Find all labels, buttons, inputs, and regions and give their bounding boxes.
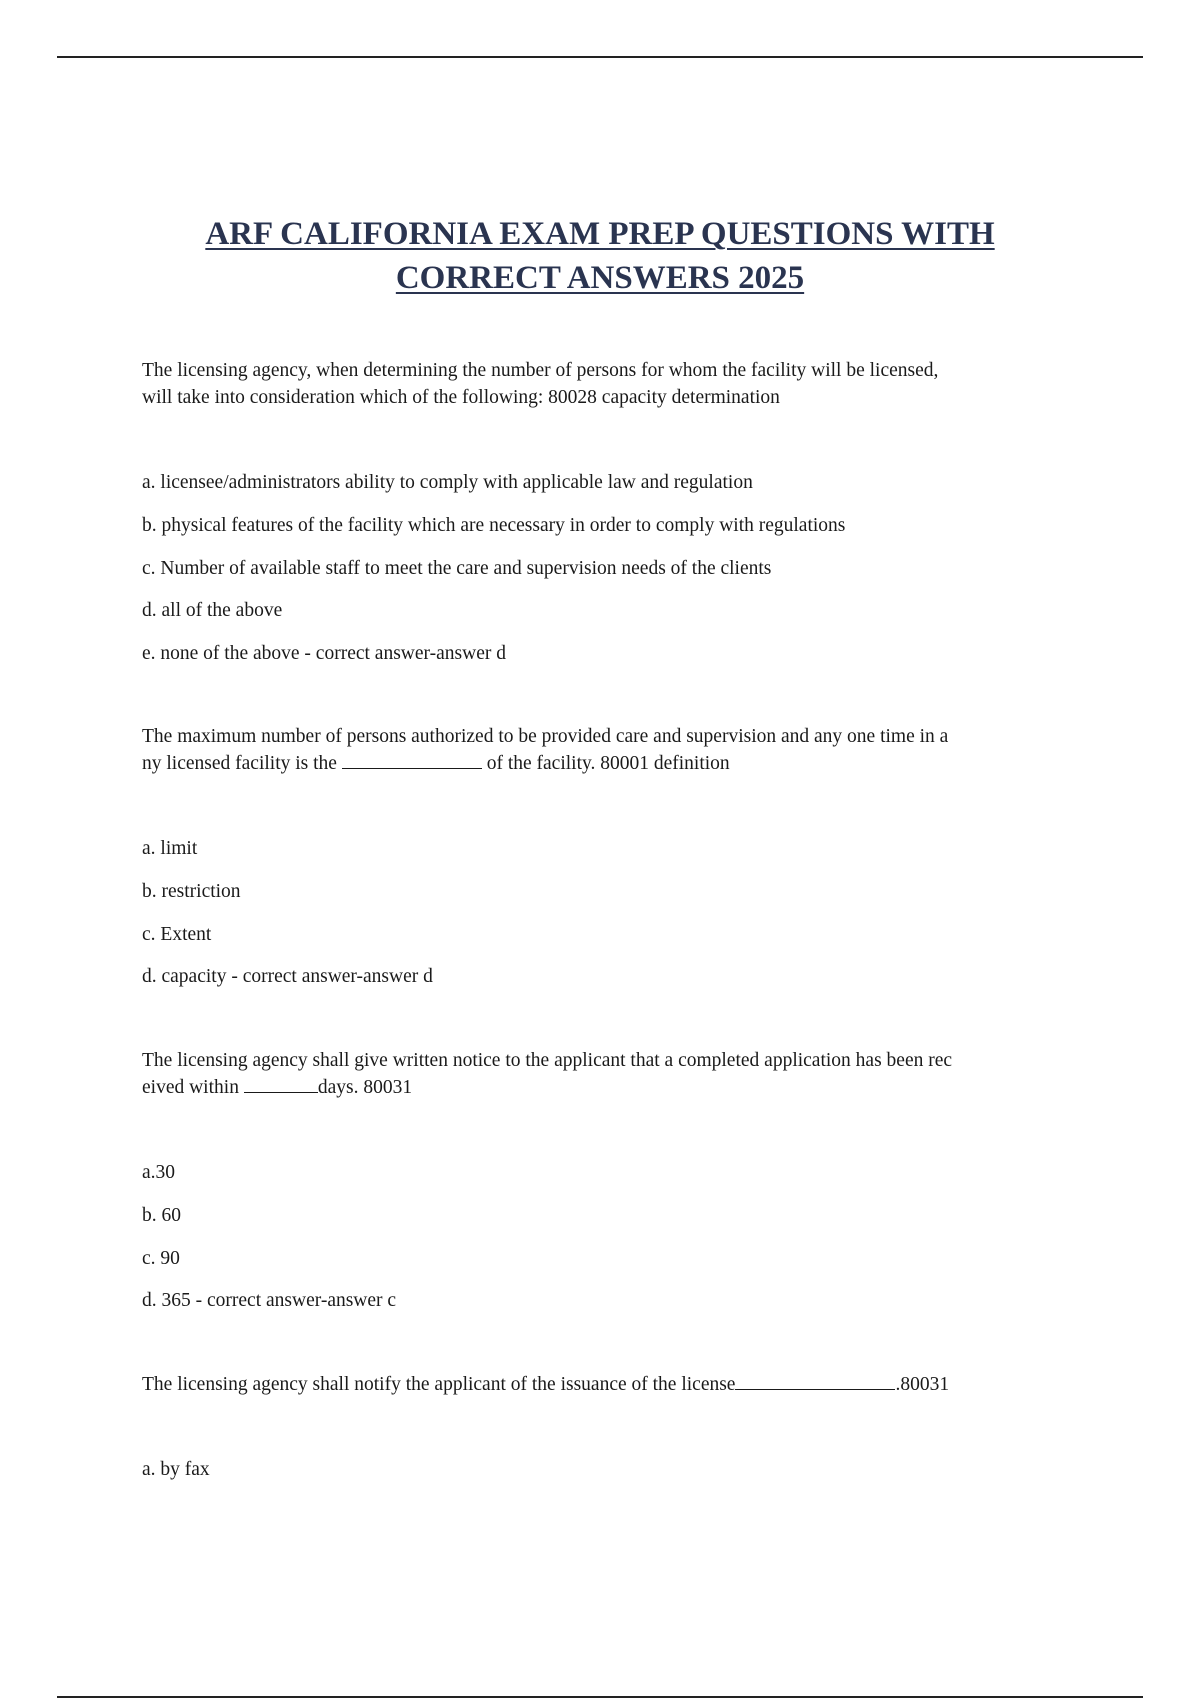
question-2-stem-text-after: of the facility. 80001 definition <box>481 753 730 774</box>
bottom-rule <box>57 1696 1143 1698</box>
title-line-2: CORRECT ANSWERS 2025 <box>395 260 805 296</box>
question-3-option-b: b. 60 <box>142 1205 181 1226</box>
question-3-stem-text-before: eived within <box>142 1077 244 1098</box>
question-1-stem-line-1: The licensing agency, when determining the number of persons for whom the facility will be licensed, <box>142 360 939 381</box>
top-rule <box>57 56 1143 58</box>
question-3-stem-line-1: The licensing agency shall give written notice to the applicant that a completed application has been rec <box>142 1050 953 1071</box>
question-1-option-c: c. Number of available staff to meet the care and supervision needs of the clients <box>142 558 772 579</box>
question-2-option-c: c. Extent <box>142 924 212 945</box>
question-2-stem-text-before: ny licensed facility is the <box>142 753 342 774</box>
question-1-stem-line-2: will take into consideration which of the following: 80028 capacity determination <box>142 387 780 408</box>
question-3-option-d: d. 365 - correct answer-answer c <box>142 1290 397 1311</box>
question-3-stem-line-2 <box>142 1074 412 1101</box>
question-4-answer-blank <box>735 1371 895 1390</box>
question-1-option-a: a. licensee/administrators ability to comply with applicable law and regulation <box>142 472 753 493</box>
question-2-stem-line-2 <box>142 750 730 777</box>
question-4-option-a: a. by fax <box>142 1459 210 1480</box>
question-2-stem-line-1: The maximum number of persons authorized to be provided care and supervision and any one time in a <box>142 726 949 747</box>
question-2-option-a: a. limit <box>142 838 198 859</box>
question-3-option-c: c. 90 <box>142 1248 180 1269</box>
title-line-1: ARF CALIFORNIA EXAM PREP QUESTIONS WITH <box>205 216 995 252</box>
question-2-answer-blank <box>342 750 482 769</box>
question-3-option-a: a.30 <box>142 1162 176 1183</box>
question-2-option-d: d. capacity - correct answer-answer d <box>142 966 433 987</box>
document-title <box>140 212 1060 300</box>
question-4-stem-text-after: .80031 <box>895 1374 950 1395</box>
question-2-option-b: b. restriction <box>142 881 241 902</box>
question-3-stem-text-after: days. 80031 <box>317 1077 413 1098</box>
question-4-stem-text-before: The licensing agency shall notify the applicant of the issuance of the license <box>142 1374 736 1395</box>
question-1-option-e: e. none of the above - correct answer-answer d <box>142 643 506 664</box>
question-3-answer-blank <box>244 1074 318 1093</box>
question-1-option-d: d. all of the above <box>142 600 283 621</box>
question-1-option-b: b. physical features of the facility which are necessary in order to comply with regulations <box>142 515 846 536</box>
question-4-stem <box>142 1371 949 1398</box>
